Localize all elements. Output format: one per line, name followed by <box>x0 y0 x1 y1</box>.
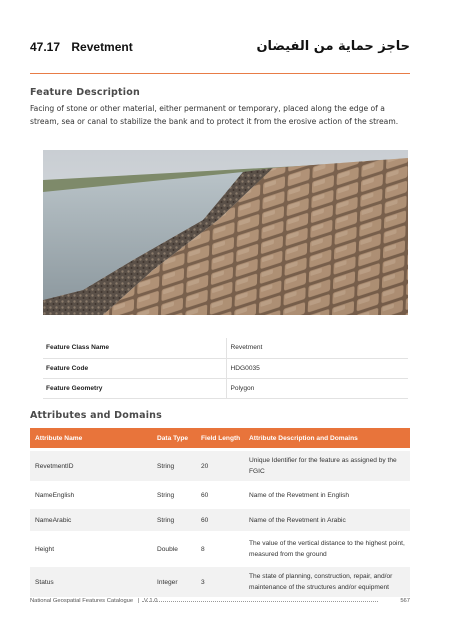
attribute-name: Status <box>30 567 152 597</box>
table-row <box>30 509 410 531</box>
feature-title <box>30 40 133 54</box>
attribute-description: Name of the Revetment in Arabic <box>244 509 410 531</box>
footer-catalogue: National Geospatial Features Catalogue | V 1.0 <box>30 598 158 604</box>
revetment-photo <box>43 150 408 315</box>
info-key: Feature Code <box>43 358 226 378</box>
table-row <box>30 534 410 564</box>
field-length: 3 <box>196 567 244 597</box>
attribute-name: RevetmentID <box>30 451 152 481</box>
catalogue-version: V 1.0 <box>143 598 158 604</box>
section-number: 47.17 <box>30 40 61 54</box>
table-row <box>43 358 408 378</box>
feature-name: Revetment <box>71 40 133 54</box>
table-row <box>43 338 408 358</box>
info-value: Revetment <box>226 338 408 358</box>
field-length: 20 <box>196 451 244 481</box>
arabic-title: حاجز حماية من الفيضان <box>256 39 410 54</box>
footer-leader-dots <box>142 601 378 602</box>
table-row <box>30 484 410 506</box>
field-length: 60 <box>196 509 244 531</box>
data-type: String <box>152 451 196 481</box>
attribute-name: Height <box>30 534 152 564</box>
attributes-table <box>30 428 410 597</box>
attribute-name: NameEnglish <box>30 484 152 506</box>
column-header: Attribute Description and Domains <box>244 428 410 448</box>
table-row <box>43 378 408 398</box>
column-header: Field Length <box>196 428 244 448</box>
data-type: String <box>152 484 196 506</box>
title-divider <box>30 73 410 74</box>
info-key: Feature Geometry <box>43 378 226 398</box>
table-row <box>30 567 410 597</box>
page-header <box>30 40 410 58</box>
attribute-description: The state of planning, construction, repair, and/or maintenance of the structures and/or equipment <box>244 567 410 597</box>
feature-description-heading: Feature Description <box>30 87 140 98</box>
attribute-name: NameArabic <box>30 509 152 531</box>
field-length: 8 <box>196 534 244 564</box>
data-type: String <box>152 509 196 531</box>
data-type: Integer <box>152 567 196 597</box>
field-length: 60 <box>196 484 244 506</box>
info-value: Polygon <box>226 378 408 398</box>
attribute-description: Unique Identifier for the feature as assigned by the FGIC <box>244 451 410 481</box>
attribute-description: Name of the Revetment in English <box>244 484 410 506</box>
table-header-row <box>30 428 410 448</box>
attribute-description: The value of the vertical distance to the highest point, measured from the ground <box>244 534 410 564</box>
info-value: HDG0035 <box>226 358 408 378</box>
page-number: 567 <box>400 598 410 604</box>
attributes-heading: Attributes and Domains <box>30 410 162 421</box>
info-key: Feature Class Name <box>43 338 226 358</box>
feature-info-table <box>43 338 408 399</box>
catalogue-name: National Geospatial Features Catalogue <box>30 598 134 604</box>
column-header: Data Type <box>152 428 196 448</box>
data-type: Double <box>152 534 196 564</box>
table-row <box>30 451 410 481</box>
feature-description-text: Facing of stone or other material, either permanent or temporary, placed along the edge of a stream, sea or canal to stabilize the bank and to protect it from the erosive action of the stream. <box>30 104 399 126</box>
column-header: Attribute Name <box>30 428 152 448</box>
